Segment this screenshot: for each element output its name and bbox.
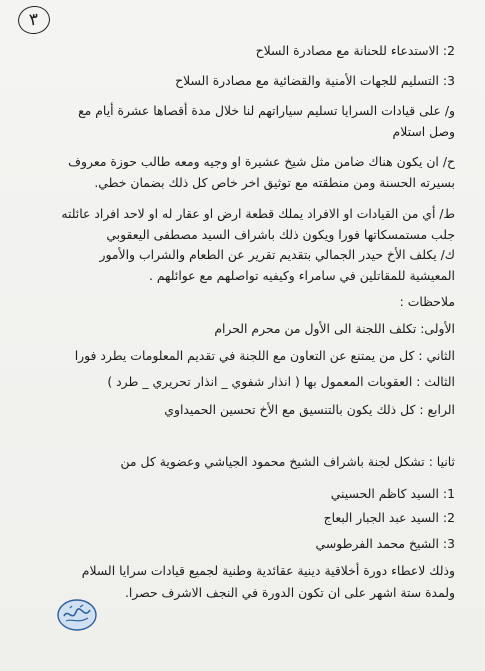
text-line: الثاني : كل من يمتنع عن التعاون مع اللجنة في تقديم المعلومات يطرد فورا (74, 348, 455, 363)
text-line: وصل استلام (392, 124, 455, 139)
text-line: ك/ يكلف الأخ حيدر الجمالي بتقديم تقرير عن الطعام والشراب والأمور (99, 247, 455, 262)
text-line: 3: التسليم للجهات الأمنية والقضائية مع مصادرة السلاح (175, 73, 455, 88)
text-line: جلب مستمسكاتها فورا ويكون ذلك باشراف السيد مصطفى اليعقوبي (106, 227, 455, 242)
text-line: ح/ ان يكون هناك ضامن مثل شيخ عشيرة او وجيه ومعه طالب حوزة معروف (68, 154, 455, 169)
list-item: 1: السيد كاظم الحسيني (330, 486, 455, 501)
text-line: الثالث : العقوبات المعمول بها ( انذار شفوي _ انذار تحريري _ طرد ) (107, 374, 455, 389)
text-line: الأولى: تكلف اللجنة الى الأول من محرم الحرام (214, 321, 455, 336)
text-line: بسيرته الحسنة ومن منطقته مع توثيق اخر خاص كل ذلك بضمان خطي. (94, 175, 455, 190)
text-line: الرابع : كل ذلك يكون بالتنسيق مع الأخ تحسين الحميداوي (164, 402, 455, 417)
text-line: ولمدة ستة اشهر على ان تكون الدورة في النجف الاشرف حصرا. (124, 585, 455, 600)
list-item: 3: الشيخ محمد الفرطوسي (315, 536, 455, 551)
text-line: المعيشية للمقاتلين في سامراء وكيفيه تواصلهم مع عوائلهم . (148, 268, 455, 283)
notes-heading: ملاحظات : (399, 294, 455, 309)
signature-stamp (56, 598, 98, 632)
text-line: 2: الاستدعاء للحنانة مع مصادرة السلاح (255, 43, 455, 58)
text-line: ثانيا : تشكل لجنة باشراف الشيخ محمود الجياشي وعضوية كل من (120, 454, 455, 469)
text-line: وذلك لاعطاء دورة أخلاقية دينية عقائدية وطنية لجميع قيادات سرايا السلام (81, 563, 455, 578)
page-number: ٣ (16, 4, 52, 36)
text-line: ط/ أي من القيادات او الافراد يملك قطعة ارض او عقار له او لاحد افراد عائلته (61, 206, 455, 221)
text-line: و/ على قيادات السرايا تسليم سياراتهم لنا خلال مدة أقصاها عشرة أيام مع (78, 103, 455, 118)
list-item: 2: السيد عبد الجبار البعاج (323, 510, 455, 525)
